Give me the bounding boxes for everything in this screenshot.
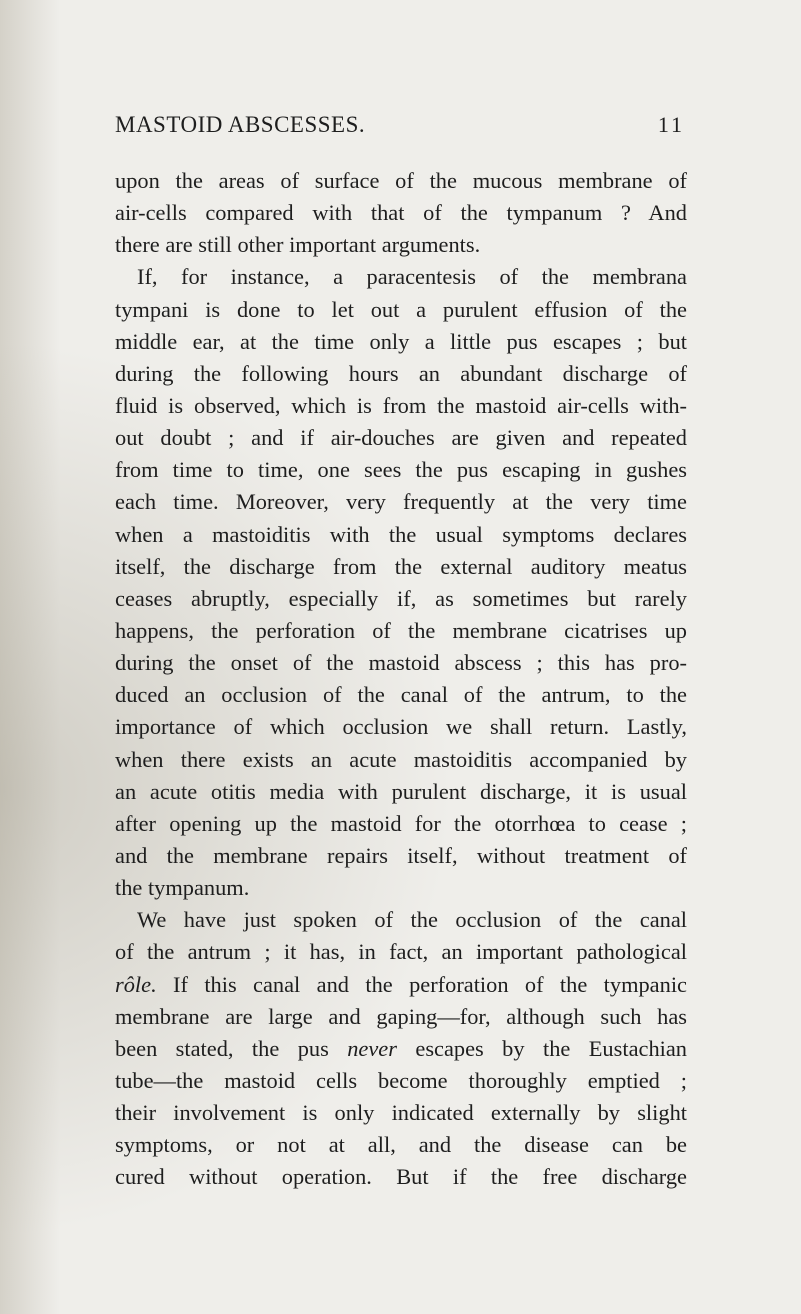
text-line: duced an occlusion of the canal of the antrum, to the <box>115 682 687 708</box>
text-line: air-cells compared with that of the tympanum ? And <box>115 200 687 226</box>
text-segment: If this canal and the perforation of the tympanic <box>173 971 687 997</box>
text-line <box>115 1033 687 1065</box>
text-line: itself, the discharge from the external auditory meatus <box>115 553 687 579</box>
text-line: middle ear, at the time only a little pus escapes ; but <box>115 328 687 354</box>
text-line: and the membrane repairs itself, without treatment of <box>115 842 687 868</box>
text-line: tube—the mastoid cells become thoroughly emptied ; <box>115 1067 687 1093</box>
text-line <box>115 969 687 1001</box>
text-segment: been stated, the pus <box>115 1035 329 1061</box>
text-line: the tympanum. <box>115 875 250 901</box>
text-line: importance of which occlusion we shall return. Lastly, <box>115 714 687 740</box>
page-header <box>95 112 685 146</box>
text-line: tympani is done to let out a purulent effusion of the <box>115 296 687 322</box>
running-title: MASTOID ABSCESSES. <box>115 112 366 137</box>
text-segment: escapes by the Eustachian <box>415 1035 687 1061</box>
text-line: of the antrum ; it has, in fact, an important pathological <box>115 939 687 965</box>
text-line: out doubt ; and if air-douches are given and repeated <box>115 425 687 451</box>
text-line: ceases abruptly, especially if, as sometimes but rarely <box>115 585 687 611</box>
italic-never: never <box>347 1035 397 1061</box>
body-text <box>115 165 687 1194</box>
text-line: cured without operation. But if the free discharge <box>115 1164 687 1190</box>
text-line: their involvement is only indicated externally by slight <box>115 1100 687 1126</box>
page-number: 11 <box>657 112 685 137</box>
text-line: upon the areas of surface of the mucous membrane of <box>115 168 687 193</box>
text-line: from time to time, one sees the pus escaping in gushes <box>115 457 687 483</box>
text-line: during the onset of the mastoid abscess ; this has pro- <box>115 650 687 676</box>
text-line: We have just spoken of the occlusion of the canal <box>137 907 687 933</box>
text-line: during the following hours an abundant discharge of <box>115 360 687 386</box>
text-line: when there exists an acute mastoiditis accompanied by <box>115 746 687 772</box>
text-line: when a mastoiditis with the usual symptoms declares <box>115 521 687 547</box>
text-line: after opening up the mastoid for the otorrhœa to cease ; <box>115 810 687 836</box>
text-line: symptoms, or not at all, and the disease can be <box>115 1132 687 1158</box>
text-line: an acute otitis media with purulent discharge, it is usual <box>115 778 687 804</box>
text-line: there are still other important arguments. <box>115 232 481 258</box>
text-line: If, for instance, a paracentesis of the membrana <box>137 264 687 290</box>
italic-role: rôle. <box>115 971 157 997</box>
text-line: fluid is observed, which is from the mastoid air-cells with- <box>115 392 687 418</box>
text-line: happens, the perforation of the membrane cicatrises up <box>115 617 687 643</box>
text-line: each time. Moreover, very frequently at the very time <box>115 489 687 515</box>
text-line: membrane are large and gaping—for, although such has <box>115 1003 687 1029</box>
